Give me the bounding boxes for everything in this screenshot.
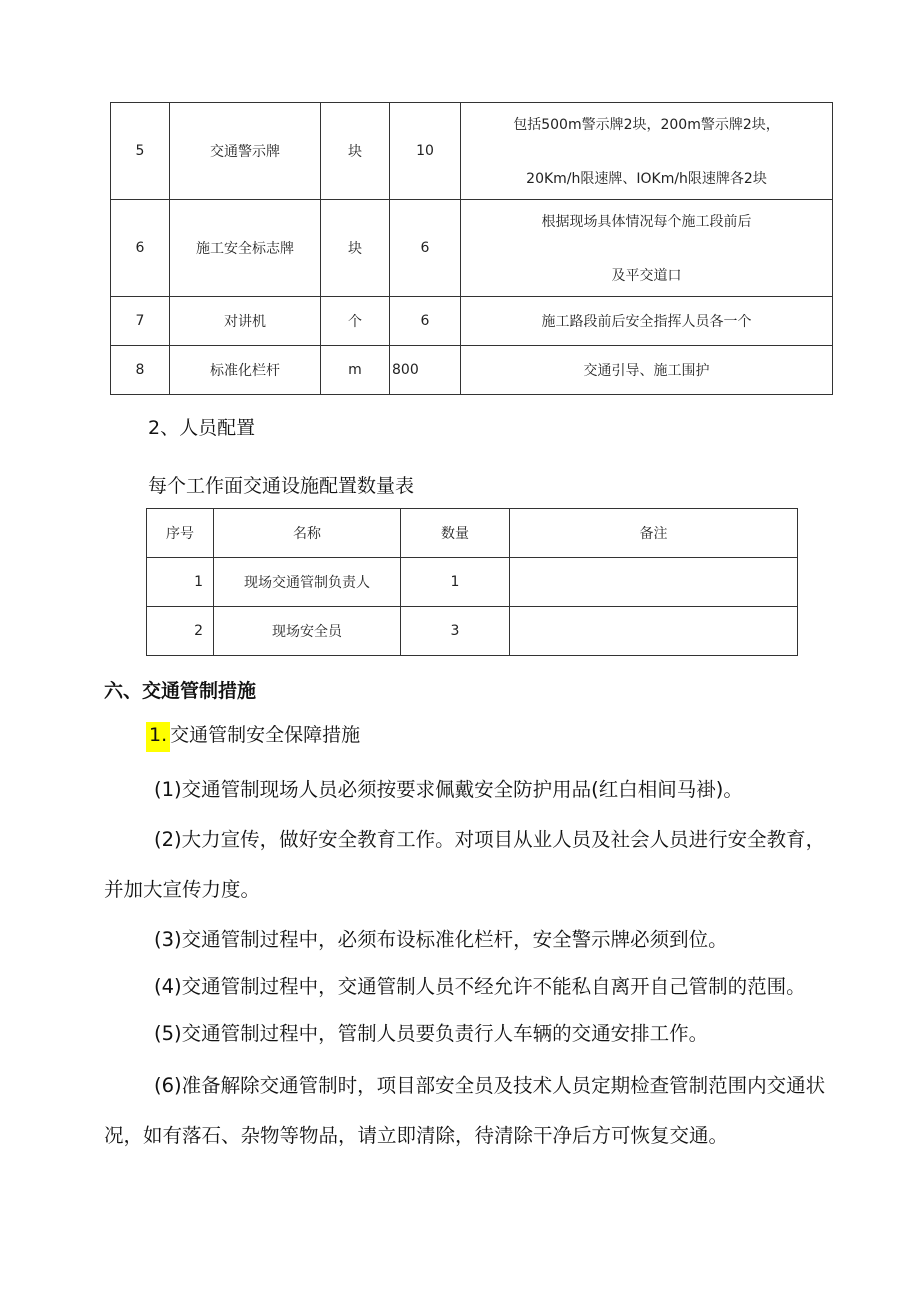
subsection-heading bbox=[146, 720, 360, 752]
subsection-title: 交通管制安全保障措施 bbox=[170, 724, 361, 746]
section-heading-traffic-control: 六、交通管制措施 bbox=[104, 680, 257, 702]
item-note: 施工路段前后安全指挥人员各一个 bbox=[461, 297, 833, 346]
row-number: 8 bbox=[111, 346, 170, 395]
highlighted-number: 1. bbox=[146, 722, 170, 752]
note-line: 20Km/h限速牌、IOKm/h限速牌各2块 bbox=[526, 171, 767, 187]
item-unit: 个 bbox=[321, 297, 390, 346]
note-line: 包括500m警示牌2块，200m警示牌2块， bbox=[513, 117, 780, 133]
paragraph: (5)交通管制过程中，管制人员要负责行人车辆的交通安排工作。 bbox=[154, 1022, 709, 1045]
staffing-table bbox=[146, 508, 798, 656]
staff-role: 现场交通管制负责人 bbox=[214, 558, 401, 607]
column-header: 数量 bbox=[401, 509, 510, 558]
table-row bbox=[147, 607, 798, 656]
table-row bbox=[111, 200, 833, 297]
staff-quantity: 1 bbox=[401, 558, 510, 607]
column-header: 序号 bbox=[147, 509, 214, 558]
paragraph: (3)交通管制过程中，必须布设标准化栏杆，安全警示牌必须到位。 bbox=[154, 928, 728, 951]
table-header-row bbox=[147, 509, 798, 558]
note-line: 根据现场具体情况每个施工段前后 bbox=[541, 214, 752, 230]
staff-quantity: 3 bbox=[401, 607, 510, 656]
note-line: 及平交道口 bbox=[611, 268, 682, 284]
paragraph: (4)交通管制过程中，交通管制人员不经允许不能私自离开自己管制的范围。 bbox=[154, 975, 806, 998]
item-unit: m bbox=[321, 346, 390, 395]
item-quantity: 6 bbox=[390, 200, 461, 297]
item-quantity: 10 bbox=[390, 103, 461, 200]
row-number: 6 bbox=[111, 200, 170, 297]
item-unit: 块 bbox=[321, 103, 390, 200]
section-heading-personnel: 2、人员配置 bbox=[148, 417, 256, 439]
item-name: 交通警示牌 bbox=[170, 103, 321, 200]
item-unit: 块 bbox=[321, 200, 390, 297]
paragraph: (2)大力宣传，做好安全教育工作。对项目从业人员及社会人员进行安全教育，并加大宣传力度。 bbox=[104, 828, 826, 901]
item-quantity: 6 bbox=[390, 297, 461, 346]
row-number: 5 bbox=[111, 103, 170, 200]
paragraph: (1)交通管制现场人员必须按要求佩戴安全防护用品(红白相间马褂)。 bbox=[154, 778, 743, 801]
table-row bbox=[111, 346, 833, 395]
item-name: 对讲机 bbox=[170, 297, 321, 346]
paragraph: (6)准备解除交通管制时，项目部安全员及技术人员定期检查管制范围内交通状况，如有落石、杂物等物品，请立即清除，待清除干净后方可恢复交通。 bbox=[104, 1074, 826, 1147]
column-header: 名称 bbox=[214, 509, 401, 558]
item-name: 施工安全标志牌 bbox=[170, 200, 321, 297]
equipment-table bbox=[110, 102, 833, 395]
row-number: 2 bbox=[147, 607, 214, 656]
staff-note bbox=[510, 558, 798, 607]
item-note bbox=[461, 103, 833, 200]
item-quantity: 800 bbox=[390, 346, 461, 395]
item-note bbox=[461, 200, 833, 297]
column-header: 备注 bbox=[510, 509, 798, 558]
table-caption: 每个工作面交通设施配置数量表 bbox=[148, 475, 415, 497]
table-row bbox=[147, 558, 798, 607]
row-number: 1 bbox=[147, 558, 214, 607]
item-name: 标准化栏杆 bbox=[170, 346, 321, 395]
staff-note bbox=[510, 607, 798, 656]
item-note: 交通引导、施工围护 bbox=[461, 346, 833, 395]
table-row bbox=[111, 103, 833, 200]
row-number: 7 bbox=[111, 297, 170, 346]
table-row bbox=[111, 297, 833, 346]
staff-role: 现场安全员 bbox=[214, 607, 401, 656]
